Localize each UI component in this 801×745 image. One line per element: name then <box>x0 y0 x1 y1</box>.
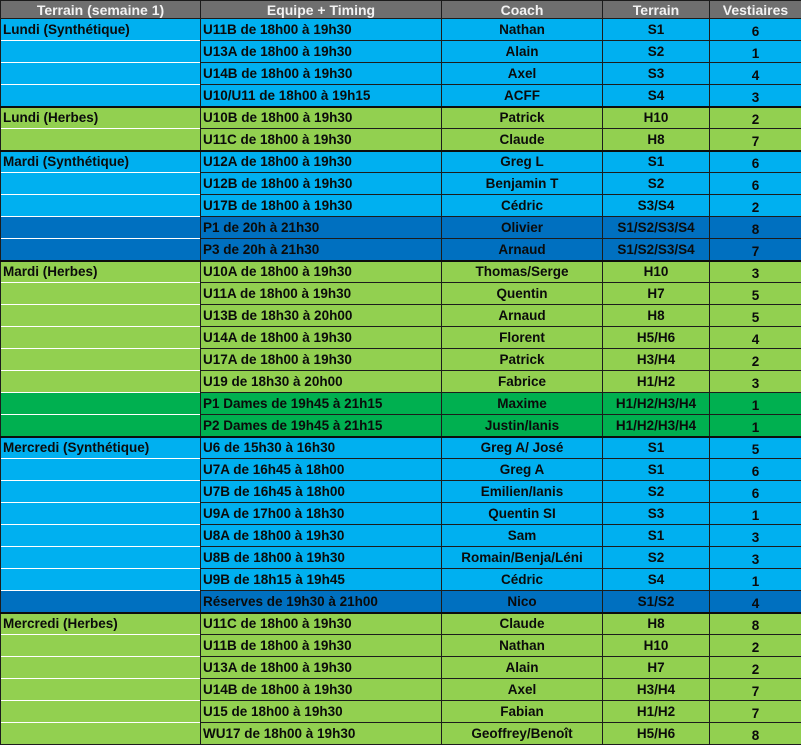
cell-coach[interactable]: Nico <box>442 591 603 613</box>
cell-equipe-timing[interactable]: U13B de 18h30 à 20h00 <box>201 305 442 327</box>
cell-terrain[interactable]: S3 <box>603 63 710 85</box>
cell-terrain-semaine[interactable] <box>1 481 201 503</box>
cell-equipe-timing[interactable]: WU17 de 18h00 à 19h30 <box>201 723 442 745</box>
cell-vestiaires[interactable]: 2 <box>710 657 801 679</box>
cell-terrain[interactable]: H3/H4 <box>603 349 710 371</box>
table-row <box>1 217 801 239</box>
cell-vestiaires[interactable]: 8 <box>710 613 801 635</box>
cell-coach[interactable]: Claude <box>442 613 603 635</box>
table-row <box>1 613 801 635</box>
table-row <box>1 41 801 63</box>
table-row <box>1 679 801 701</box>
cell-vestiaires[interactable]: 1 <box>710 503 801 525</box>
cell-equipe-timing[interactable]: U19 de 18h30 à 20h00 <box>201 371 442 393</box>
cell-coach[interactable]: Sam <box>442 525 603 547</box>
cell-terrain-semaine[interactable] <box>1 63 201 85</box>
cell-vestiaires[interactable]: 2 <box>710 195 801 217</box>
cell-terrain[interactable]: S3 <box>603 503 710 525</box>
cell-terrain[interactable]: H1/H2/H3/H4 <box>603 393 710 415</box>
table-row <box>1 437 801 459</box>
cell-terrain-semaine[interactable] <box>1 173 201 195</box>
cell-equipe-timing[interactable]: U11C de 18h00 à 19h30 <box>201 129 442 151</box>
table-row <box>1 19 801 41</box>
cell-vestiaires[interactable]: 8 <box>710 217 801 239</box>
table-row <box>1 481 801 503</box>
table-row <box>1 591 801 613</box>
table-row <box>1 701 801 723</box>
cell-coach[interactable]: Benjamin T <box>442 173 603 195</box>
table-row <box>1 569 801 591</box>
table-row <box>1 349 801 371</box>
cell-vestiaires[interactable]: 5 <box>710 305 801 327</box>
cell-terrain-semaine[interactable] <box>1 547 201 569</box>
cell-terrain-semaine[interactable] <box>1 569 201 591</box>
cell-coach[interactable]: Romain/Benja/Léni <box>442 547 603 569</box>
cell-terrain-semaine[interactable] <box>1 723 201 745</box>
cell-coach[interactable]: ACFF <box>442 85 603 107</box>
cell-equipe-timing[interactable]: U11B de 18h00 à 19h30 <box>201 19 442 41</box>
cell-equipe-timing[interactable]: U13A de 18h00 à 19h30 <box>201 41 442 63</box>
cell-equipe-timing[interactable]: U10/U11 de 18h00 à 19h15 <box>201 85 442 107</box>
cell-equipe-timing[interactable]: U9A de 17h00 à 18h30 <box>201 503 442 525</box>
cell-terrain[interactable]: H1/H2 <box>603 701 710 723</box>
table-row <box>1 393 801 415</box>
cell-equipe-timing[interactable]: U14B de 18h00 à 19h30 <box>201 679 442 701</box>
cell-coach[interactable]: Nathan <box>442 19 603 41</box>
cell-equipe-timing[interactable]: U17B de 18h00 à 19h30 <box>201 195 442 217</box>
cell-terrain[interactable]: H8 <box>603 613 710 635</box>
cell-terrain[interactable]: S4 <box>603 85 710 107</box>
cell-equipe-timing[interactable]: U6 de 15h30 à 16h30 <box>201 437 442 459</box>
cell-terrain-semaine[interactable] <box>1 503 201 525</box>
cell-equipe-timing[interactable]: U7A de 16h45 à 18h00 <box>201 459 442 481</box>
cell-equipe-timing[interactable]: U12A de 18h00 à 19h30 <box>201 151 442 173</box>
cell-terrain-semaine[interactable] <box>1 701 201 723</box>
cell-terrain-semaine[interactable] <box>1 217 201 239</box>
cell-vestiaires[interactable]: 1 <box>710 415 801 437</box>
cell-vestiaires[interactable]: 7 <box>710 679 801 701</box>
cell-terrain-semaine[interactable]: Mardi (Herbes) <box>1 261 201 283</box>
table-row <box>1 151 801 173</box>
header-terrain-semaine[interactable]: Terrain (semaine 1) <box>1 1 201 19</box>
cell-vestiaires[interactable]: 1 <box>710 41 801 63</box>
cell-equipe-timing[interactable]: U8A de 18h00 à 19h30 <box>201 525 442 547</box>
cell-terrain[interactable]: H1/H2 <box>603 371 710 393</box>
header-coach[interactable]: Coach <box>442 1 603 19</box>
cell-terrain-semaine[interactable] <box>1 283 201 305</box>
table-row <box>1 657 801 679</box>
table-row <box>1 525 801 547</box>
table-row <box>1 459 801 481</box>
cell-terrain-semaine[interactable]: Lundi (Synthétique) <box>1 19 201 41</box>
cell-coach[interactable]: Patrick <box>442 349 603 371</box>
cell-terrain-semaine[interactable] <box>1 305 201 327</box>
cell-terrain[interactable]: H5/H6 <box>603 327 710 349</box>
cell-vestiaires[interactable]: 7 <box>710 129 801 151</box>
table-row <box>1 107 801 129</box>
cell-equipe-timing[interactable]: U14B de 18h00 à 19h30 <box>201 63 442 85</box>
cell-coach[interactable]: Quentin SI <box>442 503 603 525</box>
cell-terrain[interactable]: H10 <box>603 261 710 283</box>
cell-terrain[interactable]: S1 <box>603 459 710 481</box>
cell-vestiaires[interactable]: 3 <box>710 261 801 283</box>
cell-coach[interactable]: Justin/Ianis <box>442 415 603 437</box>
table-body <box>1 19 801 745</box>
cell-coach[interactable]: Quentin <box>442 283 603 305</box>
cell-coach[interactable]: Thomas/Serge <box>442 261 603 283</box>
cell-terrain[interactable]: S1/S2/S3/S4 <box>603 217 710 239</box>
cell-coach[interactable]: Alain <box>442 657 603 679</box>
cell-vestiaires[interactable]: 1 <box>710 569 801 591</box>
cell-vestiaires[interactable]: 2 <box>710 107 801 129</box>
table-row <box>1 547 801 569</box>
cell-terrain-semaine[interactable] <box>1 239 201 261</box>
cell-vestiaires[interactable]: 3 <box>710 525 801 547</box>
cell-vestiaires[interactable]: 4 <box>710 327 801 349</box>
cell-equipe-timing[interactable]: U11A de 18h00 à 19h30 <box>201 283 442 305</box>
cell-terrain[interactable]: S1/S2/S3/S4 <box>603 239 710 261</box>
cell-terrain[interactable]: H10 <box>603 635 710 657</box>
cell-coach[interactable]: Arnaud <box>442 239 603 261</box>
cell-terrain-semaine[interactable]: Lundi (Herbes) <box>1 107 201 129</box>
cell-coach[interactable]: Florent <box>442 327 603 349</box>
cell-terrain[interactable]: S1 <box>603 525 710 547</box>
cell-terrain-semaine[interactable] <box>1 349 201 371</box>
cell-vestiaires[interactable]: 3 <box>710 85 801 107</box>
cell-vestiaires[interactable]: 4 <box>710 591 801 613</box>
cell-terrain-semaine[interactable] <box>1 195 201 217</box>
cell-vestiaires[interactable]: 1 <box>710 393 801 415</box>
table-row <box>1 129 801 151</box>
cell-terrain[interactable]: S2 <box>603 547 710 569</box>
cell-coach[interactable]: Nathan <box>442 635 603 657</box>
cell-terrain[interactable]: S1/S2 <box>603 591 710 613</box>
cell-terrain[interactable]: H7 <box>603 283 710 305</box>
cell-vestiaires[interactable]: 7 <box>710 701 801 723</box>
cell-terrain[interactable]: S2 <box>603 481 710 503</box>
cell-vestiaires[interactable]: 2 <box>710 635 801 657</box>
table-header <box>1 1 801 19</box>
cell-equipe-timing[interactable]: U7B de 16h45 à 18h00 <box>201 481 442 503</box>
table-row <box>1 635 801 657</box>
cell-equipe-timing[interactable]: U9B de 18h15 à 19h45 <box>201 569 442 591</box>
cell-vestiaires[interactable]: 3 <box>710 547 801 569</box>
cell-vestiaires[interactable]: 6 <box>710 173 801 195</box>
cell-vestiaires[interactable]: 6 <box>710 151 801 173</box>
cell-coach[interactable]: Fabrice <box>442 371 603 393</box>
cell-terrain-semaine[interactable] <box>1 327 201 349</box>
cell-terrain-semaine[interactable] <box>1 85 201 107</box>
cell-terrain[interactable]: S2 <box>603 173 710 195</box>
cell-vestiaires[interactable]: 3 <box>710 371 801 393</box>
table-row <box>1 85 801 107</box>
cell-equipe-timing[interactable]: P1 de 20h à 21h30 <box>201 217 442 239</box>
cell-terrain-semaine[interactable]: Mardi (Synthétique) <box>1 151 201 173</box>
cell-terrain-semaine[interactable] <box>1 41 201 63</box>
cell-equipe-timing[interactable]: U11C de 18h00 à 19h30 <box>201 613 442 635</box>
table-row <box>1 195 801 217</box>
cell-terrain-semaine[interactable] <box>1 635 201 657</box>
cell-terrain[interactable]: S1 <box>603 151 710 173</box>
cell-vestiaires[interactable]: 6 <box>710 459 801 481</box>
table-row <box>1 723 801 745</box>
cell-equipe-timing[interactable]: P3 de 20h à 21h30 <box>201 239 442 261</box>
cell-terrain-semaine[interactable] <box>1 657 201 679</box>
cell-vestiaires[interactable]: 8 <box>710 723 801 745</box>
cell-equipe-timing[interactable]: U8B de 18h00 à 19h30 <box>201 547 442 569</box>
cell-terrain[interactable]: S2 <box>603 41 710 63</box>
cell-terrain-semaine[interactable] <box>1 459 201 481</box>
cell-terrain-semaine[interactable]: Mercredi (Herbes) <box>1 613 201 635</box>
cell-terrain-semaine[interactable] <box>1 679 201 701</box>
cell-coach[interactable]: Greg A/ José <box>442 437 603 459</box>
cell-equipe-timing[interactable]: U11B de 18h00 à 19h30 <box>201 635 442 657</box>
cell-coach[interactable]: Axel <box>442 679 603 701</box>
table-row <box>1 173 801 195</box>
cell-coach[interactable]: Cédric <box>442 195 603 217</box>
header-vestiaires[interactable]: Vestiaires <box>710 1 801 19</box>
header-terrain[interactable]: Terrain <box>603 1 710 19</box>
cell-vestiaires[interactable]: 5 <box>710 437 801 459</box>
cell-terrain[interactable]: H8 <box>603 129 710 151</box>
cell-equipe-timing[interactable]: U13A de 18h00 à 19h30 <box>201 657 442 679</box>
cell-terrain[interactable]: H10 <box>603 107 710 129</box>
cell-equipe-timing[interactable]: Réserves de 19h30 à 21h00 <box>201 591 442 613</box>
header-row <box>1 1 801 19</box>
cell-equipe-timing[interactable]: U10A de 18h00 à 19h30 <box>201 261 442 283</box>
cell-terrain[interactable]: H3/H4 <box>603 679 710 701</box>
table-row <box>1 305 801 327</box>
cell-coach[interactable]: Cédric <box>442 569 603 591</box>
cell-terrain-semaine[interactable] <box>1 129 201 151</box>
cell-coach[interactable]: Maxime <box>442 393 603 415</box>
cell-coach[interactable]: Patrick <box>442 107 603 129</box>
cell-equipe-timing[interactable]: U14A de 18h00 à 19h30 <box>201 327 442 349</box>
cell-vestiaires[interactable]: 6 <box>710 19 801 41</box>
cell-coach[interactable]: Alain <box>442 41 603 63</box>
cell-terrain[interactable]: S1 <box>603 437 710 459</box>
table-row <box>1 327 801 349</box>
cell-equipe-timing[interactable]: P1 Dames de 19h45 à 21h15 <box>201 393 442 415</box>
cell-equipe-timing[interactable]: U15 de 18h00 à 19h30 <box>201 701 442 723</box>
cell-terrain[interactable]: S3/S4 <box>603 195 710 217</box>
cell-equipe-timing[interactable]: U10B de 18h00 à 19h30 <box>201 107 442 129</box>
cell-coach[interactable]: Greg L <box>442 151 603 173</box>
table-row <box>1 239 801 261</box>
cell-coach[interactable]: Emilien/Ianis <box>442 481 603 503</box>
cell-vestiaires[interactable]: 5 <box>710 283 801 305</box>
table-row <box>1 371 801 393</box>
cell-coach[interactable]: Claude <box>442 129 603 151</box>
cell-terrain-semaine[interactable]: Mercredi (Synthétique) <box>1 437 201 459</box>
cell-terrain[interactable]: H8 <box>603 305 710 327</box>
cell-coach[interactable]: Arnaud <box>442 305 603 327</box>
table-row <box>1 283 801 305</box>
cell-coach[interactable]: Axel <box>442 63 603 85</box>
cell-terrain[interactable]: H5/H6 <box>603 723 710 745</box>
table-row <box>1 63 801 85</box>
cell-vestiaires[interactable]: 4 <box>710 63 801 85</box>
cell-terrain[interactable]: H1/H2/H3/H4 <box>603 415 710 437</box>
cell-vestiaires[interactable]: 7 <box>710 239 801 261</box>
cell-coach[interactable]: Greg A <box>442 459 603 481</box>
cell-terrain[interactable]: S4 <box>603 569 710 591</box>
table-row <box>1 415 801 437</box>
cell-terrain[interactable]: S1 <box>603 19 710 41</box>
cell-terrain-semaine[interactable] <box>1 415 201 437</box>
cell-vestiaires[interactable]: 2 <box>710 349 801 371</box>
cell-coach[interactable]: Olivier <box>442 217 603 239</box>
table-row <box>1 503 801 525</box>
cell-equipe-timing[interactable]: P2 Dames de 19h45 à 21h15 <box>201 415 442 437</box>
cell-terrain-semaine[interactable] <box>1 393 201 415</box>
cell-coach[interactable]: Fabian <box>442 701 603 723</box>
cell-terrain[interactable]: H7 <box>603 657 710 679</box>
cell-vestiaires[interactable]: 6 <box>710 481 801 503</box>
cell-coach[interactable]: Geoffrey/Benoît <box>442 723 603 745</box>
cell-equipe-timing[interactable]: U12B de 18h00 à 19h30 <box>201 173 442 195</box>
cell-equipe-timing[interactable]: U17A de 18h00 à 19h30 <box>201 349 442 371</box>
header-equipe-timing[interactable]: Equipe + Timing <box>201 1 442 19</box>
cell-terrain-semaine[interactable] <box>1 371 201 393</box>
cell-terrain-semaine[interactable] <box>1 591 201 613</box>
table-row <box>1 261 801 283</box>
cell-terrain-semaine[interactable] <box>1 525 201 547</box>
